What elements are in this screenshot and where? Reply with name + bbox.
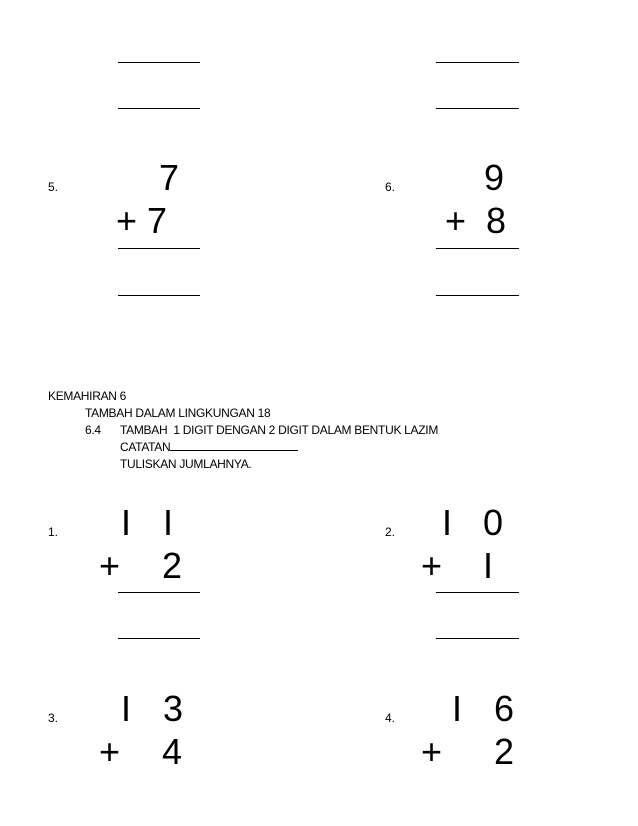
answer-line xyxy=(436,592,519,593)
ones-digit: I xyxy=(163,502,174,543)
problem-addend: I xyxy=(483,545,494,586)
note-label: CATATAN xyxy=(120,440,171,454)
answer-line xyxy=(118,248,200,249)
answer-line xyxy=(118,295,200,296)
problem-addend: 4 xyxy=(162,731,183,772)
problem-top-number: 9 xyxy=(484,157,505,198)
plus-sign: + xyxy=(99,731,121,772)
problem-top-number: 7 xyxy=(159,157,180,198)
answer-line xyxy=(436,638,519,639)
problem-number: 2. xyxy=(385,525,396,539)
problem-number: 1. xyxy=(48,525,59,539)
tens-digit: I xyxy=(442,502,453,543)
plus-sign: + xyxy=(421,731,443,772)
ones-digit: 3 xyxy=(163,688,184,729)
tens-digit: I xyxy=(121,688,132,729)
ones-digit: 6 xyxy=(494,688,515,729)
instruction-text: TULISKAN JUMLAHNYA. xyxy=(120,457,252,471)
problem-number: 6. xyxy=(385,180,396,194)
tens-digit: I xyxy=(121,502,132,543)
problem-addend: 2 xyxy=(162,545,183,586)
section-subtitle: TAMBAH DALAM LINGKUNGAN 18 xyxy=(85,406,271,420)
problem-addend: + 7 xyxy=(116,200,168,241)
problem-addend: + 8 xyxy=(445,200,507,241)
answer-line xyxy=(436,108,519,109)
ones-digit: 0 xyxy=(483,502,504,543)
answer-line xyxy=(436,62,519,63)
section-title: KEMAHIRAN 6 xyxy=(48,389,127,403)
tens-digit: I xyxy=(452,688,463,729)
answer-line xyxy=(118,62,200,63)
problem-number: 5. xyxy=(48,180,59,194)
plus-sign: + xyxy=(421,545,443,586)
plus-sign: + xyxy=(99,545,121,586)
skill-code: 6.4 xyxy=(85,423,101,437)
problem-number: 3. xyxy=(48,711,59,725)
answer-line xyxy=(118,638,200,639)
answer-line xyxy=(436,248,519,249)
problem-number: 4. xyxy=(385,711,396,725)
answer-line xyxy=(436,295,519,296)
answer-line xyxy=(118,592,200,593)
note-line xyxy=(120,440,298,454)
skill-objective: TAMBAH 1 DIGIT DENGAN 2 DIGIT DALAM BENTUK LAZIM xyxy=(120,423,439,437)
answer-line xyxy=(118,108,200,109)
note-blank[interactable] xyxy=(170,440,298,451)
problem-addend: 2 xyxy=(494,731,515,772)
